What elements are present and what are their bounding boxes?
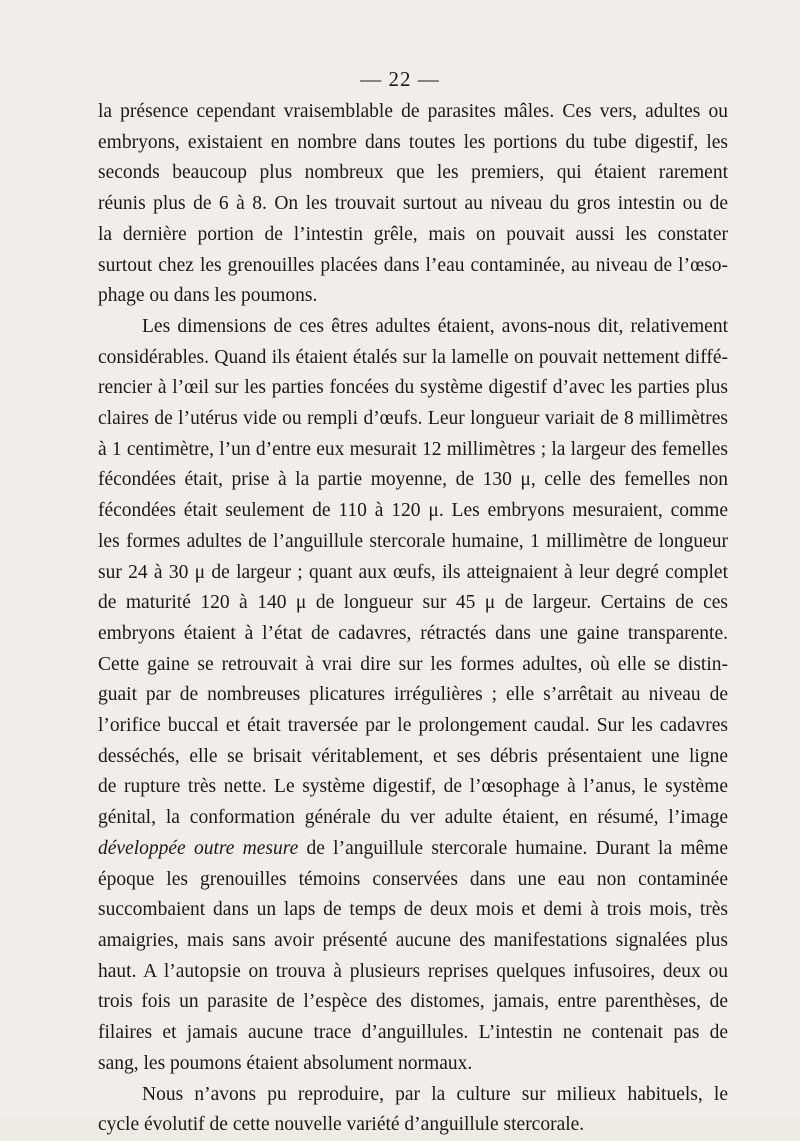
text-line: desséchés, elle se brisait véritablement, et ses débris présentaient une ligne xyxy=(98,745,728,767)
text-line-italic xyxy=(98,834,728,865)
text-line: seconds beaucoup plus nombreux que les premiers, qui étaient rarement xyxy=(98,162,728,184)
text-line: embryons, existaient en nombre dans toutes les portions du tube digestif, les xyxy=(98,131,728,153)
text-line: la présence cependant vraisemblable de parasites mâles. Ces vers, adultes ou xyxy=(98,101,728,122)
text-line: filaires et jamais aucune trace d’anguillules. L’intestin ne contenait pas de xyxy=(98,1022,728,1044)
text-line: les formes adultes de l’anguillule stercorale humaine, 1 millimètre de longueur xyxy=(98,530,728,552)
body-text xyxy=(98,97,728,1141)
text-line: guait par de nombreuses plicatures irrégulières ; elle s’arrêtait au niveau de xyxy=(98,684,728,706)
text-line: à 1 centimètre, l’un d’entre eux mesurait 12 millimètres ; la largeur des femelles xyxy=(98,438,728,460)
text-line: succombaient dans un laps de temps de deux mois et demi à trois mois, très xyxy=(98,899,728,921)
text-line: sang, les poumons étaient absolument normaux. xyxy=(98,1052,473,1074)
text-line: surtout chez les grenouilles placées dans l’eau contaminée, au niveau de l’œso- xyxy=(98,254,728,276)
text-line: Les dimensions de ces êtres adultes étaient, avons-nous dit, relativement xyxy=(142,315,728,337)
text-line: amaigries, mais sans avoir présenté aucune des manifestations signalées plus xyxy=(98,929,728,951)
text-line: phage ou dans les poumons. xyxy=(98,285,318,307)
text-line: claires de l’utérus vide ou rempli d’œufs. Leur longueur variait de 8 millimètres xyxy=(98,408,728,430)
text-line: trois fois un parasite de l’espèce des distomes, jamais, entre parenthèses, de xyxy=(98,991,728,1013)
text-line: réunis plus de 6 à 8. On les trouvait surtout au niveau du gros intestin ou de xyxy=(98,193,728,215)
text-line: de maturité 120 à 140 μ de longueur sur 45 μ de largeur. Certains de ces xyxy=(98,592,728,614)
text-line: la dernière portion de l’intestin grêle, mais on pouvait aussi les constater xyxy=(98,223,728,245)
text-line: considérables. Quand ils étaient étalés sur la lamelle on pouvait nettement diffé- xyxy=(98,346,728,368)
text-fragment: de l’anguillule stercorale humaine. Durant la même xyxy=(298,837,729,859)
text-line: de rupture très nette. Le système digestif, de l’œsophage à l’anus, le système xyxy=(98,776,728,798)
text-line: fécondées était, prise à la partie moyenne, de 130 μ, celle des femelles non xyxy=(98,469,728,491)
text-line: l’orifice buccal et était traversée par le prolongement caudal. Sur les cadavres xyxy=(98,715,728,737)
text-line: embryons étaient à l’état de cadavres, rétractés dans une gaine transparente. xyxy=(98,622,728,644)
text-line: époque les grenouilles témoins conservées dans une eau non contaminée xyxy=(98,868,728,890)
italic-phrase: développée outre mesure xyxy=(98,837,299,859)
text-line: fécondées était seulement de 110 à 120 μ. Les embryons mesuraient, comme xyxy=(98,500,728,522)
paragraph-1 xyxy=(98,97,728,312)
text-line: cycle évolutif de cette nouvelle variété d’anguillule stercorale. xyxy=(98,1114,585,1136)
paragraph-3 xyxy=(98,1080,728,1141)
paragraph-2 xyxy=(98,312,728,1080)
text-line: Nous n’avons pu reproduire, par la culture sur milieux habituels, le xyxy=(142,1083,728,1105)
page-number: — 22 — xyxy=(360,67,440,91)
text-line: génital, la conformation générale du ver adulte étaient, en résumé, l’image xyxy=(98,807,728,829)
text-line: haut. A l’autopsie on trouva à plusieurs reprises quelques infusoires, deux ou xyxy=(98,960,728,982)
text-line: Cette gaine se retrouvait à vrai dire sur les formes adultes, où elle se distin- xyxy=(98,653,728,675)
text-line: rencier à l’œil sur les parties foncées du système digestif d’avec les parties plus xyxy=(98,377,728,399)
text-line: sur 24 à 30 μ de largeur ; quant aux œufs, ils atteignaient à leur degré complet xyxy=(98,561,728,583)
